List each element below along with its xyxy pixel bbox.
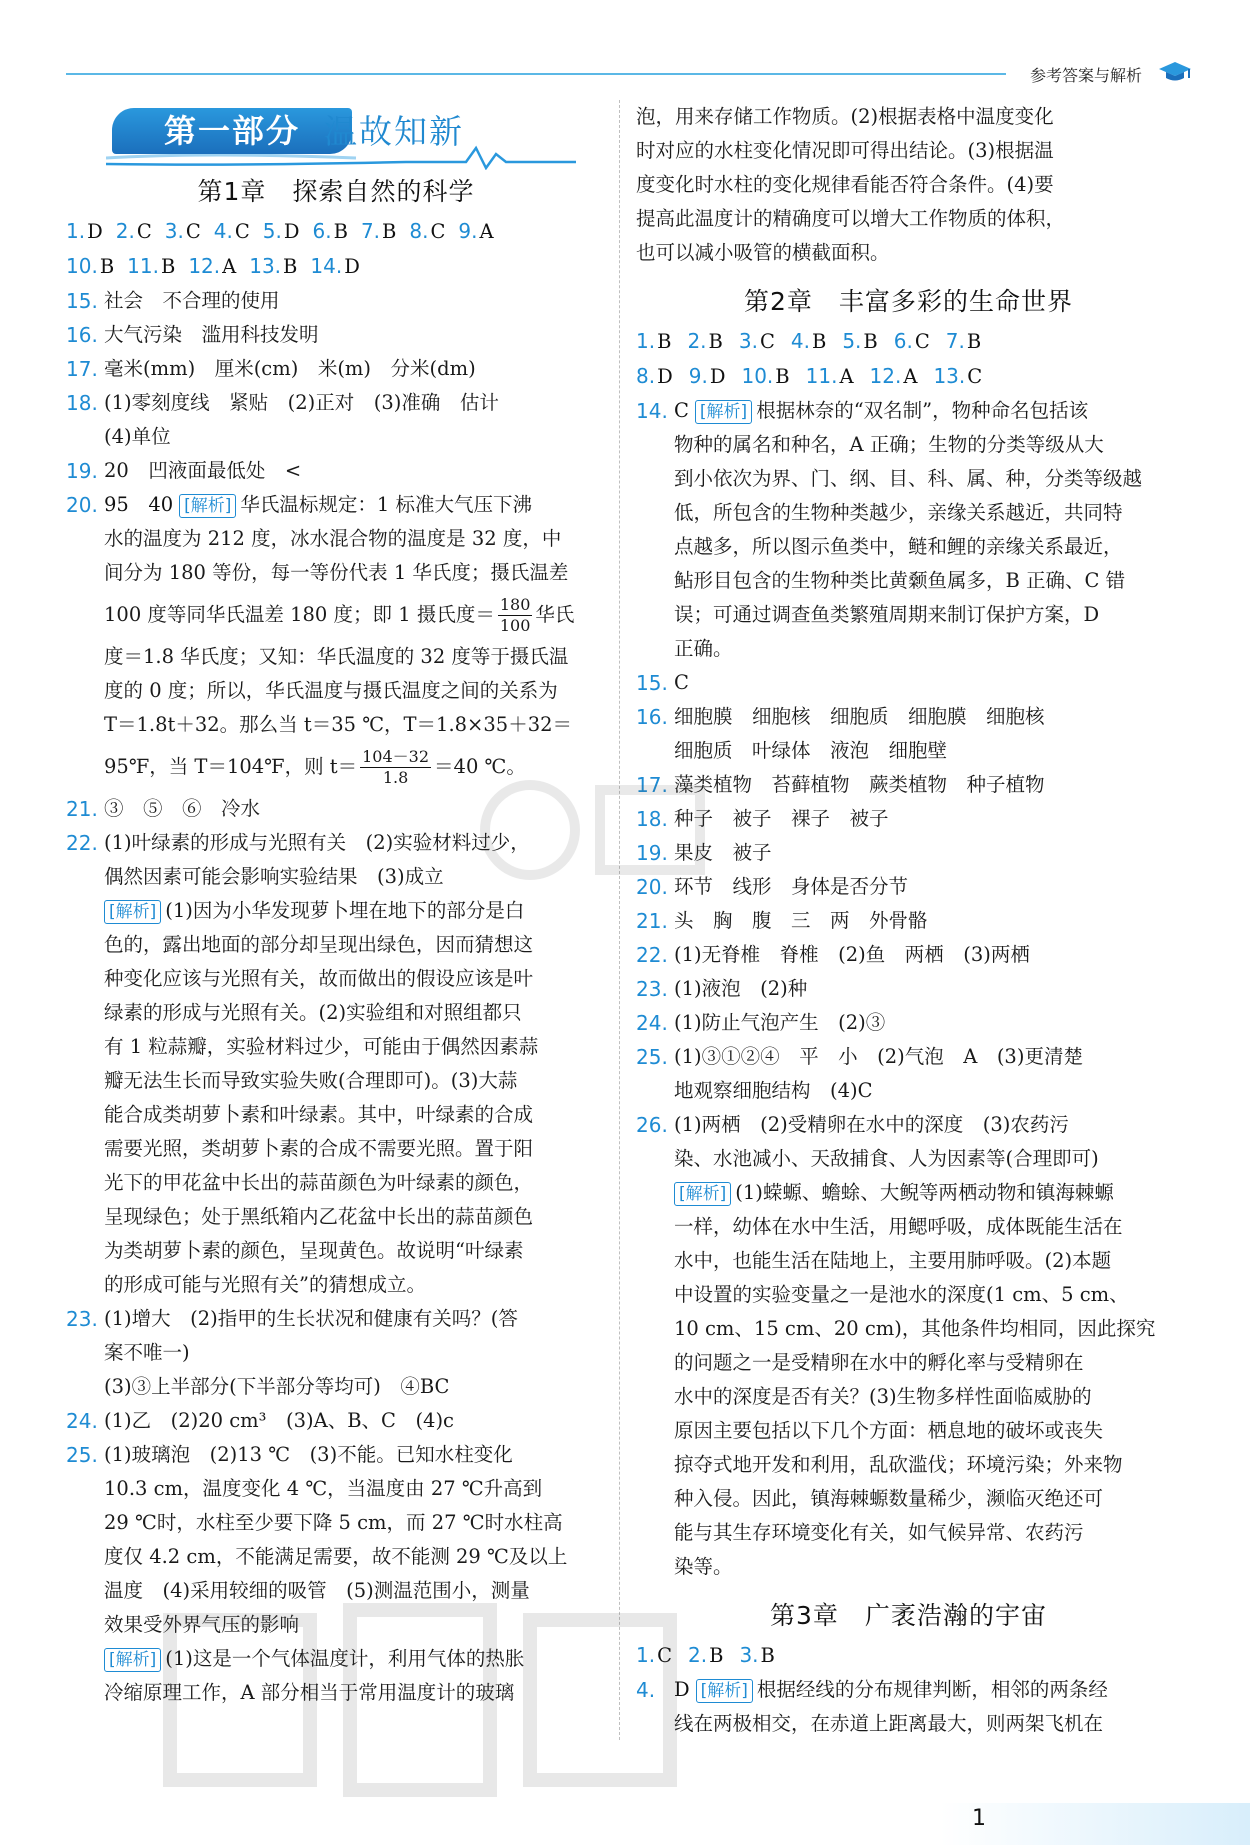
graduation-cap-icon	[1158, 60, 1192, 84]
mc-answer: 1. D	[66, 219, 103, 243]
mc-answer: 3. C	[738, 329, 775, 353]
watermark-decoration-small	[470, 770, 720, 890]
page-number-band	[940, 1803, 1250, 1845]
chapter-2-title: 第2章 丰富多彩的生命世界	[744, 287, 1073, 316]
banner-subtitle: 温故知新	[324, 112, 464, 151]
mc-answer: 12. A	[869, 364, 918, 388]
chapter-1-title: 第1章 探索自然的科学	[197, 177, 475, 206]
continued-line-1: 泡，用来存储工作物质。(2)根据表格中温度变化	[636, 105, 1054, 128]
header-title: 参考答案与解析	[1029, 66, 1142, 85]
mc-answer: 9. D	[688, 364, 726, 388]
header-rule	[66, 73, 1006, 75]
analysis-tag: [解析]	[104, 1648, 161, 1672]
answer-20: 20. 95 40 [解析] 华氏温标规定：1 标准大气压下沸 水的温度为 212 度，冰水混合物的温度是 32 度，中 间分为 180 等份，每一等份代表 1 华氏度；摄氏温差 100 度等同华氏温差 180 度；即 1 摄氏度＝ $\frac{180}{100}$ 华氏 度＝1.8 华氏度；又知：华氏温度的 32 度等于摄氏温 度的 0 度；所以，华氏温度与摄氏温度之间的关系为 T＝1.8t＋32。那么当 t＝35 ℃，T＝1.8×35＋32＝ 95℉，当 T＝104℉，则 t＝ $\frac{104-32}{1.8}$ ＝40 ℃。	[66, 493, 575, 787]
answer-22: 22. (1)叶绿素的形成与光照有关 (2)实验材料过少， 偶然因素可能会影响实验结果 (3)成立 [解析] (1)因为小华发现萝卜埋在地下的部分是白 色的，露出地面的部分却呈现出绿色，因而猜想这 种变化应该与光照有关，故而做出的假设应该是叶 绿素的形成与光照有关。(2)实验组和对照组都只 有 1 粒蒜瓣，实验材料过少，可能由于偶然因素蒜 瓣无法生长而导致实验失败(合理即可)。(3)大蒜 能合成类胡萝卜素和叶绿素。其中，叶绿素的合成 需要光照，类胡萝卜素的合成不需要光照。置于阳 光下的甲花盆中长出的蒜苗颜色为叶绿素的颜色， 呈现绿色；处于黑纸箱内乙花盆中长出的蒜苗颜色 为类胡萝卜素的颜色，呈现黄色。故说明“叶绿素 的形成可能与光照有关”的猜想成立。	[66, 831, 539, 1296]
mc-row-2	[636, 359, 1181, 394]
banner-part-label: 第一部分	[112, 108, 352, 154]
mc-answer: 5. D	[262, 219, 300, 243]
continued-line-2: 时对应的水柱变化情况即可得出结论。(3)根据温	[636, 139, 1054, 162]
answer-25: 25. (1)③①②④ 平 小 (2)气泡 A (3)更清楚 地观察细胞结构 (4)C	[636, 1045, 1083, 1102]
analysis-tag: [解析]	[104, 900, 161, 924]
mc-answer: 9. A	[458, 219, 494, 243]
answer-17: 17. 毫米(mm) 厘米(cm) 米(m) 分米(dm)	[66, 357, 476, 381]
mc-answer: 4. B	[790, 329, 827, 353]
continued-line-3: 度变化时水柱的变化规律看能否符合条件。(4)要	[636, 173, 1054, 196]
fraction-temp: $\frac{104-32}{1.8}$	[362, 747, 430, 787]
answer-23: 23. (1)增大 (2)指甲的生长状况和健康有关吗？(答 案不唯一) (3)③上半部分(下半部分等均可) ④BC	[66, 1307, 518, 1398]
analysis-tag: [解析]	[695, 400, 752, 424]
mc-answer: 12. A	[188, 254, 237, 278]
page-number: 1	[972, 1806, 986, 1831]
fraction-180-100: $\frac{180}{100}$	[499, 595, 531, 635]
answer-17: 17. 藻类植物 苔藓植物 蕨类植物 种子植物	[636, 773, 1045, 797]
answer-24: 24. (1)乙 (2)20 cm³ (3)A、B、C (4)c	[66, 1409, 454, 1433]
answer-21: 21. 头 胸 腹 三 两 外骨骼	[636, 909, 928, 933]
answer-20: 20. 环节 线形 身体是否分节	[636, 875, 909, 899]
mc-answer: 4. C	[213, 219, 250, 243]
mc-row-1	[636, 324, 1181, 359]
answer-21: 21. ③ ⑤ ⑥ 冷水	[66, 797, 261, 821]
answer-15: 15. 社会 不合理的使用	[66, 289, 280, 313]
chapter-3-title: 第3章 广袤浩瀚的宇宙	[770, 1601, 1047, 1630]
analysis-tag: [解析]	[179, 494, 236, 518]
mc-answer: 3. B	[739, 1643, 775, 1667]
answer-4: 4. D [解析] 根据经线的分布规律判断，相邻的两条经 线在两极相交，在赤道上距离最大，则两架飞机在	[636, 1678, 1108, 1735]
answer-19: 19. 20 凹液面最低处 <	[66, 459, 302, 483]
mc-row-1	[66, 214, 606, 249]
watermark-decoration	[160, 1580, 680, 1820]
answer-26: 26. (1)两栖 (2)受精卵在水中的深度 (3)农药污 染、水池减小、天敌捕食、人为因素等(合理即可) [解析] (1)蝾螈、蟾蜍、大鲵等两栖动物和镇海棘螈 一样，幼体在水中生活，用鳃呼吸，成体既能生活在 水中，也能生活在陆地上，主要用肺呼吸。(2)本题 中设置的实验变量之一是池水的深度(1 cm、5 cm、 10 cm、15 cm、20 cm)，其他条件均相同，因此探究 的问题之一是受精卵在水中的孵化率与受精卵在 水中的深度是否有关？(3)生物多样性面临威胁的 原因主要包括以下几个方面：栖息地的破坏或丧失 掠夺式地开发和利用，乱砍滥伐；环境污染；外来物 种入侵。因此，镇海棘螈数量稀少，濒临灭绝还可 能与其生存环境变化有关，如气候异常、农药污 染等。	[636, 1113, 1156, 1578]
mc-answer: 10. B	[741, 364, 790, 388]
mc-answer: 8. D	[636, 364, 673, 388]
answer-16: 16. 大气污染 滥用科技发明	[66, 323, 319, 347]
mc-answer: 1. B	[636, 329, 672, 353]
mc-answer: 7. B	[360, 219, 397, 243]
analysis-tag: [解析]	[696, 1679, 753, 1703]
mc-answer: 10. B	[66, 254, 115, 278]
analysis-tag: [解析]	[674, 1182, 731, 1206]
section-banner	[66, 100, 606, 164]
mc-answer: 13. B	[249, 254, 298, 278]
mc-answer: 11. B	[127, 254, 176, 278]
mc-answer: 6. C	[893, 329, 930, 353]
mc-answer: 2. B	[687, 329, 723, 353]
mc-row-1	[636, 1638, 1181, 1673]
left-column	[66, 100, 606, 1710]
answer-19: 19. 果皮 被子	[636, 841, 772, 865]
mc-row-2	[66, 249, 606, 284]
mc-answer: 1. C	[636, 1643, 673, 1667]
mc-answer: 13. C	[933, 364, 983, 388]
answer-24: 24. (1)防止气泡产生 (2)③	[636, 1011, 886, 1035]
mc-answer: 11. A	[805, 364, 854, 388]
mc-answer: 3. C	[164, 219, 201, 243]
mc-answer: 7. B	[945, 329, 982, 353]
answer-14: 14. C [解析] 根据林奈的“双名制”，物种命名包括该 物种的属名和种名，A 正确；生物的分类等级从大 到小依次为界、门、纲、目、科、属、种，分类等级越 低，所包含的生物种类越少，亲缘关系越近，共同特 点越多，所以图示鱼类中，鲢和鲤的亲缘关系最近， 鲇形目包含的生物种类比黄颡鱼属多，B 正确、C 错 误；可通过调查鱼类繁殖周期来制订保护方案，D 正确。	[636, 399, 1143, 660]
mc-answer: 2. C	[115, 219, 152, 243]
answer-25: 25. (1)玻璃泡 (2)13 ℃ (3)不能。已知水柱变化 10.3 cm，温度变化 4 ℃，当温度由 27 ℃升高到 29 ℃时，水柱至少要下降 5 cm，而 27 ℃时水柱高 度仅 4.2 cm，不能满足需要，故不能测 29 ℃及以上 温度 (4)采用较细的吸管 (5)测温范围小，测量 效果受外界气压的影响 [解析] (1)这是一个气体温度计，利用气体的热胀 冷缩原理工作，A 部分相当于常用温度计的玻璃	[66, 1443, 568, 1704]
answer-16: 16. 细胞膜 细胞核 细胞质 细胞膜 细胞核 细胞质 叶绿体 液泡 细胞壁	[636, 705, 1045, 762]
answer-15: 15. C	[636, 671, 689, 695]
mc-answer: 8. C	[409, 219, 446, 243]
mc-answer: 5. B	[842, 329, 878, 353]
column-divider	[619, 100, 620, 1740]
mc-answer: 2. B	[688, 1643, 724, 1667]
continued-line-5: 也可以减小吸管的横截面积。	[636, 241, 890, 264]
answer-18: 18. (1)零刻度线 紧贴 (2)正对 (3)准确 估计 (4)单位	[66, 391, 499, 448]
answer-18: 18. 种子 被子 裸子 被子	[636, 807, 889, 831]
mc-answer: 14. D	[310, 254, 360, 278]
answer-22: 22. (1)无脊椎 脊椎 (2)鱼 两栖 (3)两栖	[636, 943, 1030, 967]
right-column	[636, 100, 1181, 1741]
answer-23: 23. (1)液泡 (2)种	[636, 977, 808, 1001]
continued-line-4: 提高此温度计的精确度可以增大工作物质的体积，	[636, 207, 1066, 230]
mc-answer: 6. B	[312, 219, 348, 243]
